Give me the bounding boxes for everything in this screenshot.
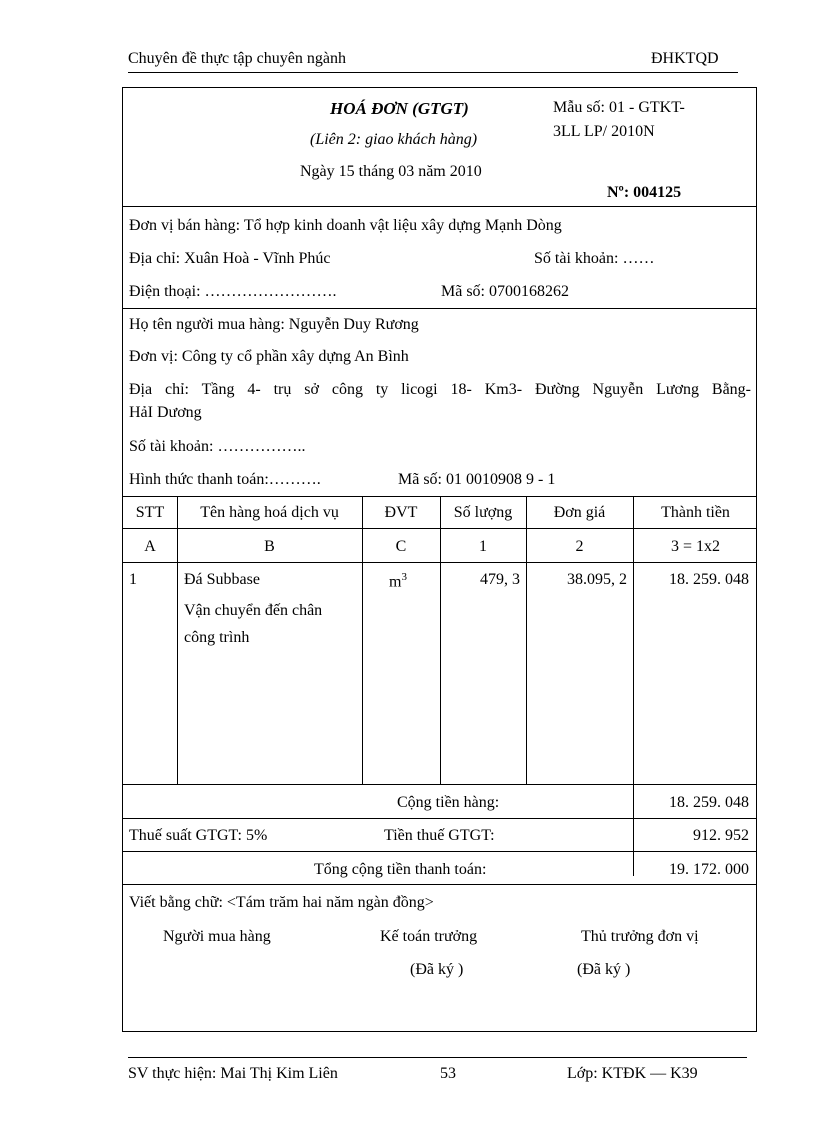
col-code-name: B — [264, 538, 275, 555]
header-right: ĐHKTQD — [651, 50, 719, 67]
divider — [123, 562, 756, 563]
buyer-account: Số tài khoản: …………….. — [129, 438, 306, 455]
seller-phone: Điện thoại: ……………………. — [129, 283, 337, 300]
seller-tax-code: Mã số: 0700168262 — [441, 283, 569, 300]
vat-value: 912. 952 — [693, 827, 749, 844]
copy-note: (Liên 2: giao khách hàng) — [310, 131, 478, 148]
item-desc-line2: công trình — [184, 629, 250, 646]
col-code-price: 2 — [575, 538, 584, 555]
invoice-title: HOÁ ĐƠN (GTGT) — [330, 99, 469, 118]
footer-rule — [128, 1057, 747, 1058]
signature-accountant: Kế toán trưởng — [380, 928, 478, 945]
buyer-address-line2: HảI Dương — [129, 404, 202, 421]
divider — [123, 884, 756, 885]
divider — [123, 308, 756, 309]
total-label: Tổng cộng tiền thanh toán: — [314, 861, 487, 878]
col-header-unit: ĐVT — [384, 504, 418, 521]
col-header-price: Đơn giá — [553, 504, 606, 521]
divider — [123, 784, 756, 785]
footer-class: Lớp: KTĐK — K39 — [567, 1065, 698, 1082]
signature-head: Thủ trưởng đơn vị — [581, 928, 699, 945]
seller-unit: Đơn vị bán hàng: Tổ hợp kinh doanh vật liệu xây dựng Mạnh Dòng — [129, 217, 562, 234]
item-unit: $m^3$ — [389, 571, 407, 591]
signature-buyer: Người mua hàng — [163, 928, 271, 945]
form-number-line2: 3LL LP/ 2010N — [553, 123, 655, 140]
signature-accountant-signed: (Đã ký ) — [410, 961, 464, 978]
footer-page-number: 53 — [440, 1065, 456, 1082]
footer-student: SV thực hiện: Mai Thị Kim Liên — [128, 1065, 338, 1082]
col-code-stt: A — [144, 538, 156, 555]
invoice-frame — [122, 87, 757, 1032]
item-price: 38.095, 2 — [567, 571, 627, 588]
total-value: 19. 172. 000 — [669, 861, 749, 878]
form-number-line1: Mẫu số: 01 - GTKT- — [553, 99, 685, 116]
subtotal-label: Cộng tiền hàng: — [397, 794, 500, 811]
col-header-amount: Thành tiền — [661, 504, 730, 521]
amount-in-words: Viết bằng chữ: <Tám trăm hai năm ngàn đồng> — [129, 894, 434, 911]
invoice-number: Nº: 004125 — [607, 184, 682, 201]
subtotal-value: 18. 259. 048 — [669, 794, 749, 811]
buyer-name: Họ tên người mua hàng: Nguyễn Duy Rương — [129, 316, 419, 333]
col-header-qty: Số lượng — [453, 504, 513, 521]
divider — [123, 818, 756, 819]
divider — [123, 206, 756, 207]
col-code-unit: C — [395, 538, 407, 555]
vat-label: Tiền thuế GTGT: — [384, 827, 495, 844]
seller-account: Số tài khoản: …… — [534, 250, 655, 267]
header-rule — [128, 72, 738, 73]
payment-method: Hình thức thanh toán:………. — [129, 471, 321, 488]
item-amount: 18. 259. 048 — [669, 571, 749, 588]
header-left: Chuyên đề thực tập chuyên ngành — [128, 50, 346, 67]
invoice-date: Ngày 15 tháng 03 năm 2010 — [300, 163, 482, 180]
signature-head-signed: (Đã ký ) — [577, 961, 631, 978]
item-stt: 1 — [129, 571, 137, 588]
item-desc-line1: Vận chuyển đến chân — [184, 602, 323, 619]
buyer-tax-code: Mã số: 01 0010908 9 - 1 — [398, 471, 556, 488]
buyer-unit: Đơn vị: Công ty cổ phần xây dựng An Bình — [129, 348, 409, 365]
item-qty: 479, 3 — [480, 571, 520, 588]
divider — [123, 851, 756, 852]
seller-address: Địa chỉ: Xuân Hoà - Vĩnh Phúc — [129, 250, 331, 267]
divider — [123, 528, 756, 529]
buyer-address-line1: Địa chỉ: Tầng 4- trụ sở công ty licogi 18- Km3- Đường Nguyễn Lương Bằng- — [129, 381, 751, 398]
col-code-qty: 1 — [479, 538, 487, 555]
col-code-amount: 3 = 1x2 — [670, 538, 721, 555]
col-header-name: Tên hàng hoá dịch vụ — [200, 504, 339, 521]
item-name: Đá Subbase — [184, 571, 260, 588]
col-header-stt: STT — [135, 504, 165, 521]
vat-rate: Thuế suất GTGT: 5% — [129, 827, 268, 844]
